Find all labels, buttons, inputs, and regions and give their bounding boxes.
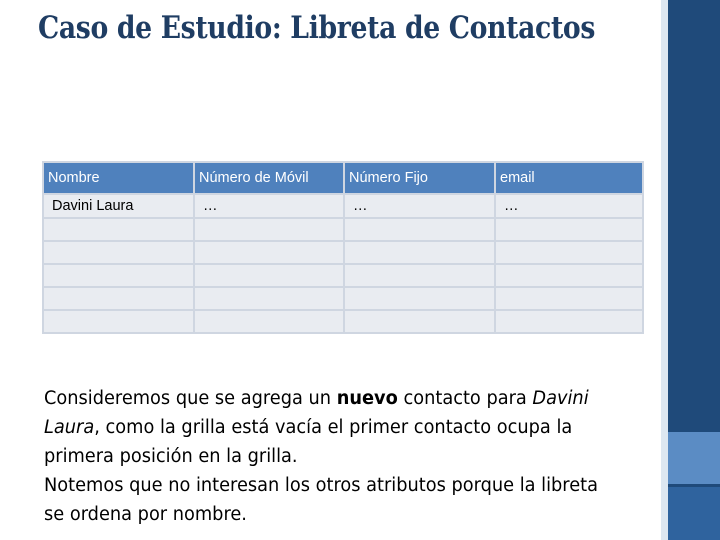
table-cell xyxy=(44,311,193,332)
table-cell: … xyxy=(496,195,642,217)
table-cell: … xyxy=(195,195,343,217)
body-text-span: contacto para xyxy=(397,388,533,409)
table-cell xyxy=(44,219,193,240)
table-cell xyxy=(496,311,642,332)
table-cell xyxy=(345,311,494,332)
table-row xyxy=(44,195,642,217)
table-cell: … xyxy=(345,195,494,217)
table-cell xyxy=(195,219,343,240)
table-row xyxy=(44,265,642,286)
table-header-row xyxy=(44,163,642,193)
body-paragraph-2: Notemos que no interesan los otros atributos porque la libreta se ordena por nombre. xyxy=(44,475,598,525)
header-cell-numero-movil: Número de Móvil xyxy=(195,163,343,193)
table-cell xyxy=(195,311,343,332)
table-cell xyxy=(195,265,343,286)
table-cell: Davini Laura xyxy=(44,195,193,217)
table-cell xyxy=(195,242,343,263)
table-row xyxy=(44,219,642,240)
table-cell xyxy=(345,242,494,263)
body-text-span: Consideremos que se agrega un xyxy=(44,388,337,409)
table-cell xyxy=(496,288,642,309)
header-cell-numero-fijo: Número Fijo xyxy=(345,163,494,193)
table-cell xyxy=(44,242,193,263)
table-row xyxy=(44,242,642,263)
table-row xyxy=(44,311,642,332)
table-cell xyxy=(496,219,642,240)
table-cell xyxy=(345,219,494,240)
body-paragraph-1 xyxy=(44,384,601,471)
side-block-light-decoration xyxy=(668,432,720,484)
header-cell-nombre: Nombre xyxy=(44,163,193,193)
table-row xyxy=(44,288,642,309)
table-cell xyxy=(345,265,494,286)
table-cell xyxy=(496,242,642,263)
slide-title: Caso de Estudio: Libreta de Contactos xyxy=(38,10,596,46)
contacts-table xyxy=(42,161,644,334)
table-cell xyxy=(195,288,343,309)
header-cell-email: email xyxy=(496,163,642,193)
body-italic-name: Davini Laura xyxy=(44,388,589,438)
side-stripe-decoration xyxy=(661,0,668,540)
body-text-span: , como la grilla está vacía el primer contacto ocupa la primera posición en la grilla. xyxy=(44,417,573,467)
table-cell xyxy=(496,265,642,286)
table-cell xyxy=(345,288,494,309)
body-bold-word: nuevo xyxy=(336,388,398,409)
side-block-mid-decoration xyxy=(668,487,720,540)
slide-body-text xyxy=(44,384,601,529)
table-cell xyxy=(44,288,193,309)
table-cell xyxy=(44,265,193,286)
